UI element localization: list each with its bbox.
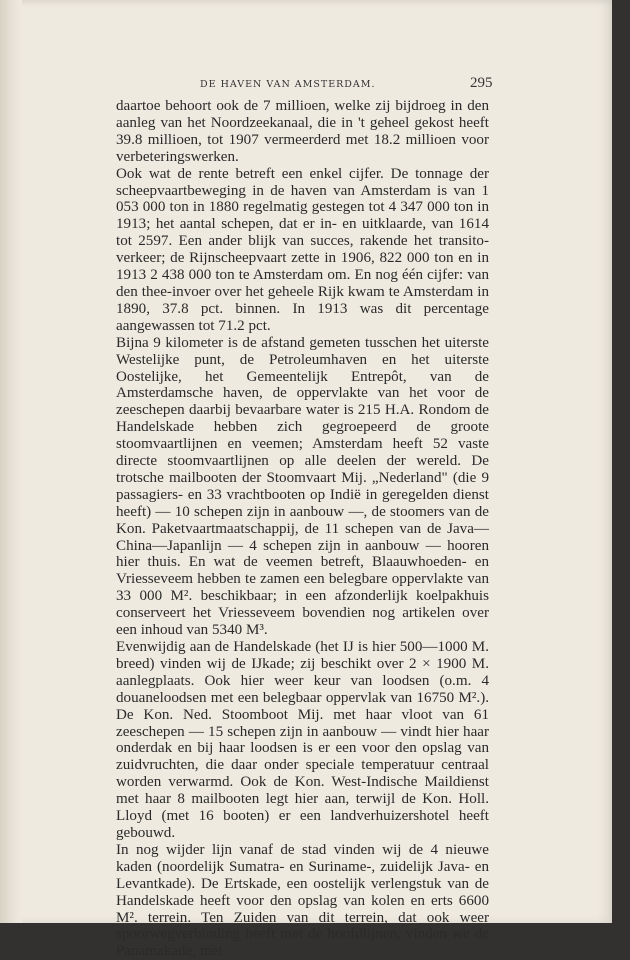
page-number: 295 bbox=[470, 75, 493, 91]
paragraph: Ook wat de rente betreft een enkel cijfer. De tonnage der scheepvaartbeweging in de haven van Amsterdam is van 1 053 000 ton in 1880 regelmatig gestegen tot 4 347 000 ton in 1913; het aantal schepen, dat er in- en uitklaarde, van 1614 tot 2597. Een ander blijk van succes, rakende het transito-verkeer; de Rijnscheepvaart zette in 1906, 822 000 ton en in 1913 2 438 000 ton te Amsterdam om. En nog één cijfer: van den thee-invoer over het geheele Rijk kwam te Amsterdam in 1890, 37.8 pct. binnen. In 1913 was dit percentage aangewassen tot 71.2 pct. bbox=[116, 165, 489, 334]
paragraph: In nog wijder lijn vanaf de stad vinden wij de 4 nieuwe kaden (noordelijk Sumatra- en Suriname-, zuidelijk Java- en Levantkade). De Ertskade, een oostelijk verlengstuk van de Handelskade heeft voor den opslag van kolen en erts 6600 M². terrein. Ten Zuiden van dit terrein, dat ook weer spoorwegverbinding heeft met de hoofdlijnen, vinden we de Panamakade, met bbox=[116, 841, 489, 960]
paragraph: Evenwijdig aan de Handelskade (het IJ is hier 500—1000 M. breed) vinden wij de IJkade; zij beschikt over 2 × 1900 M. aanlegplaats. Ook hier weer keur van loodsen (o.m. 4 douaneloodsen met een belegbaar oppervlak van 16750 M².). De Kon. Ned. Stoomboot Mij. met haar vloot van 61 zeeschepen — 15 schepen zijn in aanbouw — vindt hier haar onderdak en bij haar loodsen is er een voor den opslag van zuidvruchten, die daar onder speciale temperatuur centraal worden verwarmd. Ook de Kon. West-Indische Maildienst met haar 8 mailbooten legt hier aan, terwijl de Kon. Holl. Lloyd (met 16 booten) er een landverhuizershotel heeft gebouwd. bbox=[116, 639, 489, 841]
running-title: DE HAVEN VAN AMSTERDAM. bbox=[200, 79, 376, 90]
page-gutter bbox=[0, 0, 22, 923]
paragraph: daartoe behoort ook de 7 millioen, welke zij bijdroeg in den aanleg van het Noordzeekanaal, die in 't geheel gekost heeft 39.8 millioen, tot 1907 vermeerderd met 18.2 millioen voor verbeteringswerken. bbox=[116, 98, 489, 165]
paragraph: Bijna 9 kilometer is de afstand gemeten tusschen het uiterste Westelijke punt, de Petroleumhaven en het uiterste Oostelijke, het Gemeentelijk Entrepôt, van de Amsterdamsche haven, de oppervlakte van het voor de zeeschepen daarbij bevaarbare water is 215 H.A. Rondom de Handelskade hebben zich gegroepeerd de groote stoomvaartlijnen en veemen; Amsterdam heeft 52 vaste directe stoomvaartlijnen op alle deelen der wereld. De trotsche mailbooten der Stoomvaart Mij. „Nederland" (die 9 passagiers- en 33 vrachtbooten op Indië in geregelden dienst heeft) — 10 schepen zijn in aanbouw —, de stoomers van de Kon. Paketvaartmaatschappij, de 11 schepen van de Java—China—Japanlijn — 4 schepen zijn in aanbouw — hooren hier thuis. En wat de veemen betreft, Blaauwhoeden- en Vriesseveem hebben te zamen een belegbare oppervlakte van 33 000 M². beschikbaar; in een afzonderlijk koelpakhuis conserveert het Vriesseveem bovendien nog artikelen over een inhoud van 5340 M³. bbox=[116, 334, 489, 639]
body-text bbox=[116, 98, 489, 960]
